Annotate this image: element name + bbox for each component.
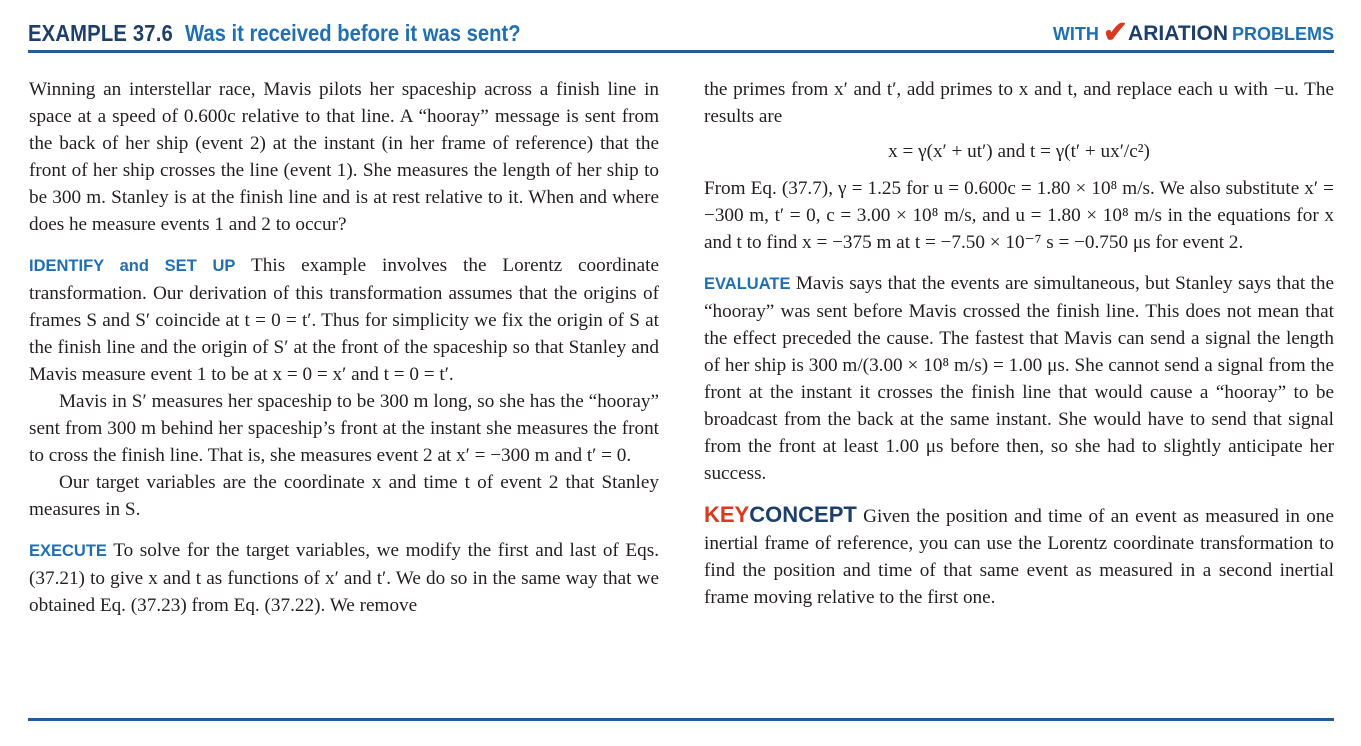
identify-setup-label: IDENTIFY and SET UP	[29, 257, 236, 275]
key-concept-label-concept: CONCEPT	[749, 502, 857, 527]
execute-label: EXECUTE	[29, 542, 107, 560]
key-concept-label-key: KEY	[704, 502, 750, 527]
identify-setup-paragraph	[29, 252, 659, 388]
evaluate-text: Mavis says that the events are simultaneous, but Stanley says that the “hooray” was sent before Mavis crossed the finish line. This does not mean that the effect preceded the cause. The fastest that Mavis can send a signal the length of her ship is 300 m/(3.00 × 10⁸ m/s) = 1.00 μs. She cannot send a signal from the front at the instant it crosses the finish line that would cause a “hooray” to be broadcast from the back at the same instant. She would have to send that signal from the front at least 1.00 μs before then, so she had to slightly anticipate her success.	[704, 273, 1334, 484]
identify-paragraph-3: Our target variables are the coordinate x and time t of event 2 that Stanley measures in S.	[29, 472, 659, 520]
evaluate-paragraph	[704, 270, 1334, 487]
evaluate-label: EVALUATE	[704, 275, 791, 293]
identify-paragraph-2: Mavis in S′ measures her spaceship to be 300 m long, so she has the “hooray” sent from 300 m behind her spaceship’s front at the instant she measures the front to cross the finish line. That is, she measures event 2 at x′ = −300 m and t′ = 0.	[29, 391, 659, 466]
variation-problems-badge	[1052, 16, 1334, 49]
variation-problems-label: PROBLEMS	[1231, 24, 1334, 44]
key-concept-paragraph	[704, 501, 1334, 611]
execute-paragraph	[29, 537, 659, 619]
key-concept-text: Given the position and time of an event as measured in one inertial frame of reference, you can use the Lorentz coordinate transformation to find the position and time of that same event as measured in a second inertial frame moving relative to the first one.	[704, 506, 1335, 608]
variation-word: ARIATION	[1128, 22, 1228, 45]
checkmark-icon: ✔	[1102, 16, 1129, 49]
example-header	[28, 18, 1334, 53]
right-column	[704, 76, 1334, 611]
left-column	[29, 76, 659, 619]
example-number: EXAMPLE 37.6	[28, 20, 173, 46]
execute-text: To solve for the target variables, we modify the first and last of Eqs. (37.21) to give x and t as functions of x′ and t′. We do so in the same way that we obtained Eq. (37.23) from Eq. (37.22). We remove	[29, 540, 660, 616]
example-title: Was it received before it was sent?	[185, 20, 521, 46]
execute-paragraph-2: From Eq. (37.7), γ = 1.25 for u = 0.600c = 1.80 × 10⁸ m/s. We also substitute x′ = −300 m, t′ = 0, c = 3.00 × 10⁸ m/s, and u = 1.80 × 10⁸ m/s in the equations for x and t to find x = −375 m at t = −7.50 × 10⁻⁷ s = −0.750 μs for event 2.	[704, 178, 1334, 253]
variation-with-label: WITH	[1052, 24, 1099, 44]
execute-continuation: the primes from x′ and t′, add primes to x and t, and replace each u with −u. The results are	[704, 79, 1334, 127]
problem-statement: Winning an interstellar race, Mavis pilots her spaceship across a finish line in space at a speed of 0.600c relative to that line. A “hooray” message is sent from the back of her ship (event 2) at the instant (in her frame of reference) that the front of her ship crosses the line (event 1). She measures the length of her ship to be 300 m. Stanley is at the finish line and is at rest relative to it. When and where does he measure events 1 and 2 to occur?	[29, 79, 659, 235]
lorentz-equation: x = γ(x′ + ut′) and t = γ(t′ + ux′/c²)	[888, 141, 1150, 162]
bottom-rule	[28, 718, 1334, 721]
identify-setup-text: This example involves the Lorentz coordinate transformation. Our derivation of this transformation assumes that the origins of frames S and S′ coincide at t = 0 = t′. Thus for simplicity we fix the origin of S at the finish line and the origin of S′ at the front of the spaceship so that Stanley and Mavis measure event 1 to be at x = 0 = x′ and t = 0 = t′.	[29, 255, 660, 385]
